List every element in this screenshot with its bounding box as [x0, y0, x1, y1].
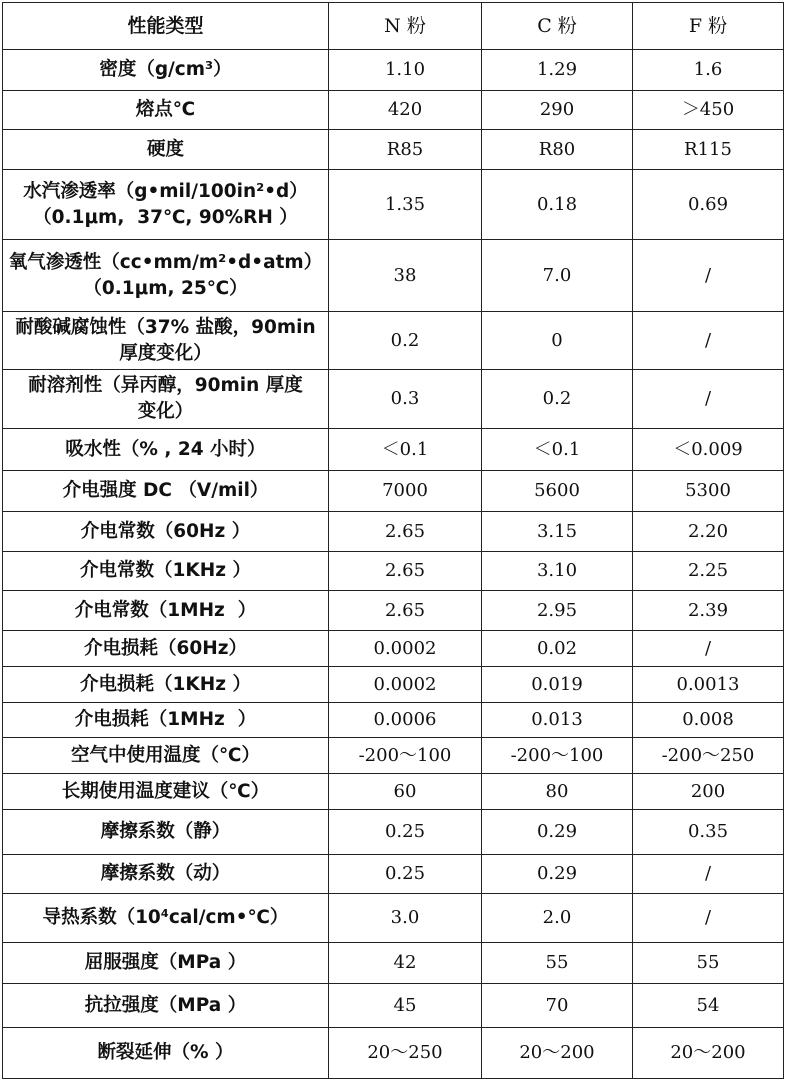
cell-c: ＜0.1 [482, 429, 633, 471]
cell-c: 2.0 [482, 894, 633, 943]
cell-f: 0.008 [633, 703, 784, 738]
cell-c: 0.2 [482, 370, 633, 429]
cell-n: 60 [329, 774, 482, 810]
table-row [3, 240, 784, 312]
cell-n: 45 [329, 984, 482, 1028]
properties-table [2, 2, 784, 1079]
cell-n: ＜0.1 [329, 429, 482, 471]
row-label: 介电常数（1MHz ） [3, 591, 329, 631]
cell-f: / [633, 370, 784, 429]
cell-f: 20～200 [633, 1028, 784, 1079]
cell-c: 5600 [482, 471, 633, 512]
cell-f: / [633, 855, 784, 894]
row-label: 断裂延伸（% ） [3, 1028, 329, 1079]
cell-n: 0.2 [329, 312, 482, 370]
cell-c: 80 [482, 774, 633, 810]
cell-c: 2.95 [482, 591, 633, 631]
cell-c: 0.02 [482, 631, 633, 667]
cell-f: -200～250 [633, 738, 784, 774]
cell-c: R80 [482, 130, 633, 170]
cell-n: -200～100 [329, 738, 482, 774]
table-row [3, 429, 784, 471]
cell-f: / [633, 631, 784, 667]
header-c-powder: C 粉 [482, 3, 633, 50]
cell-c: 70 [482, 984, 633, 1028]
row-label: 导热系数（10⁴cal/cm•℃） [3, 894, 329, 943]
cell-f: 1.6 [633, 50, 784, 91]
cell-f: R115 [633, 130, 784, 170]
cell-c: 1.29 [482, 50, 633, 91]
table-row [3, 170, 784, 240]
row-label: 水汽渗透率（g•mil/100in²•d） （0.1μm, 37℃, 90%RH ） [3, 170, 329, 240]
table-row [3, 370, 784, 429]
row-label: 介电常数（1KHz ） [3, 552, 329, 591]
header-f-powder: F 粉 [633, 3, 784, 50]
cell-n: 2.65 [329, 552, 482, 591]
cell-c: 7.0 [482, 240, 633, 312]
table-row [3, 855, 784, 894]
cell-n: 0.0006 [329, 703, 482, 738]
header-property-type: 性能类型 [3, 3, 329, 50]
cell-c: 3.15 [482, 512, 633, 552]
cell-f: 5300 [633, 471, 784, 512]
cell-c: 0.18 [482, 170, 633, 240]
cell-c: 0.29 [482, 855, 633, 894]
table-row [3, 512, 784, 552]
cell-n: 0.25 [329, 855, 482, 894]
table-row [3, 130, 784, 170]
row-label: 耐酸碱腐蚀性（37% 盐酸，90min 厚度变化） [3, 312, 329, 370]
cell-f: 0.0013 [633, 667, 784, 703]
cell-f: / [633, 240, 784, 312]
cell-c: 3.10 [482, 552, 633, 591]
cell-n: 42 [329, 943, 482, 984]
cell-n: 2.65 [329, 512, 482, 552]
cell-n: 420 [329, 91, 482, 130]
cell-f: / [633, 312, 784, 370]
table-row [3, 810, 784, 855]
row-label: 屈服强度（MPa ） [3, 943, 329, 984]
cell-f: ＜0.009 [633, 429, 784, 471]
row-label: 抗拉强度（MPa ） [3, 984, 329, 1028]
cell-f: / [633, 894, 784, 943]
cell-n: 2.65 [329, 591, 482, 631]
cell-c: -200～100 [482, 738, 633, 774]
cell-n: 38 [329, 240, 482, 312]
cell-f: 2.39 [633, 591, 784, 631]
table-row [3, 894, 784, 943]
table-row [3, 50, 784, 91]
header-n-powder: N 粉 [329, 3, 482, 50]
row-label: 介电损耗（1KHz ） [3, 667, 329, 703]
row-label: 摩擦系数（动） [3, 855, 329, 894]
table-row [3, 1028, 784, 1079]
row-label: 吸水性（% , 24 小时） [3, 429, 329, 471]
header-row [3, 3, 784, 50]
table-row [3, 943, 784, 984]
cell-c: 0 [482, 312, 633, 370]
row-label: 摩擦系数（静） [3, 810, 329, 855]
row-label: 空气中使用温度（℃） [3, 738, 329, 774]
table-row [3, 738, 784, 774]
cell-c: 290 [482, 91, 633, 130]
row-label: 介电损耗（1MHz ） [3, 703, 329, 738]
cell-n: R85 [329, 130, 482, 170]
table-row [3, 312, 784, 370]
row-label: 耐溶剂性（异丙醇，90min 厚度 变化） [3, 370, 329, 429]
cell-n: 20～250 [329, 1028, 482, 1079]
cell-c: 20～200 [482, 1028, 633, 1079]
cell-n: 0.0002 [329, 631, 482, 667]
cell-n: 1.35 [329, 170, 482, 240]
cell-f: 2.25 [633, 552, 784, 591]
table-row [3, 471, 784, 512]
cell-n: 1.10 [329, 50, 482, 91]
cell-n: 3.0 [329, 894, 482, 943]
row-label: 介电常数（60Hz ） [3, 512, 329, 552]
table-row [3, 591, 784, 631]
cell-f: 0.35 [633, 810, 784, 855]
table-row [3, 667, 784, 703]
cell-f: 0.69 [633, 170, 784, 240]
cell-f: 55 [633, 943, 784, 984]
cell-c: 0.013 [482, 703, 633, 738]
cell-c: 0.29 [482, 810, 633, 855]
cell-f: ＞450 [633, 91, 784, 130]
table-row [3, 91, 784, 130]
row-label: 介电强度 DC （V/mil） [3, 471, 329, 512]
row-label: 熔点℃ [3, 91, 329, 130]
cell-f: 2.20 [633, 512, 784, 552]
cell-f: 54 [633, 984, 784, 1028]
row-label: 硬度 [3, 130, 329, 170]
row-label: 介电损耗（60Hz） [3, 631, 329, 667]
row-label: 密度（g/cm³） [3, 50, 329, 91]
table-row [3, 774, 784, 810]
table-row [3, 703, 784, 738]
row-label: 氧气渗透性（cc•mm/m²•d•atm） （0.1μm, 25℃） [3, 240, 329, 312]
cell-c: 55 [482, 943, 633, 984]
cell-n: 7000 [329, 471, 482, 512]
table-row [3, 984, 784, 1028]
cell-f: 200 [633, 774, 784, 810]
cell-n: 0.0002 [329, 667, 482, 703]
cell-n: 0.3 [329, 370, 482, 429]
cell-n: 0.25 [329, 810, 482, 855]
row-label: 长期使用温度建议（℃） [3, 774, 329, 810]
table-row [3, 552, 784, 591]
table-row [3, 631, 784, 667]
cell-c: 0.019 [482, 667, 633, 703]
